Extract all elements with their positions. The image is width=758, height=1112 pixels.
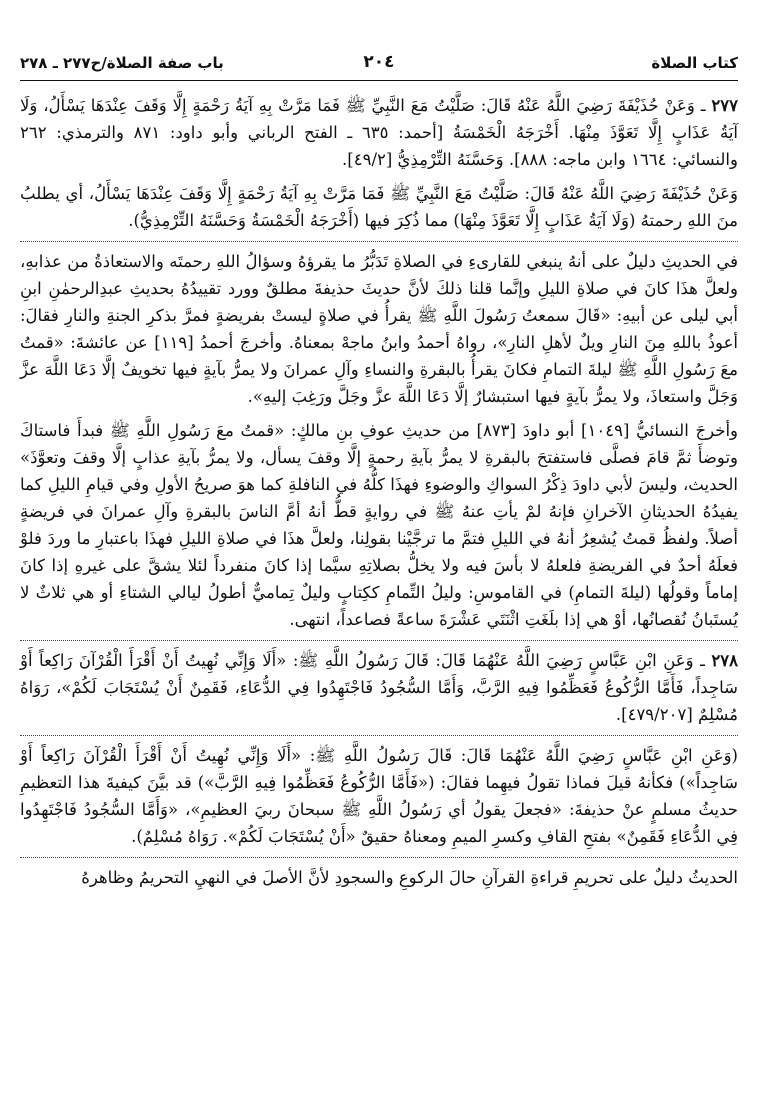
- divider: [20, 241, 738, 242]
- divider: [20, 640, 738, 641]
- hadith-277-text: ـ وَعَنْ حُذَيْفَةَ رَضِيَ اللَّهُ عَنْهُ قَالَ: صَلَّيْتُ مَعَ النَّبِيِّ ﷺ فَمَا مَرَّتْ بِهِ آيَةُ رَحْمَةٍ إِلَّا وَقَفَ عِنْدَهَا يَسْأَلُ، وَلَا آيَةُ عَذَابٍ إِلَّا تَعَوَّذَ مِنْهَا. أَخْرَجَهُ الْخَمْسَةُ [أحمد: ٦٣٥ ـ الفتح الرباني وأبو داود: ٨٧١ والترمذي: ٢٦٢ والنسائي: ١٦٦٤ وابن ماجه: ٨٨٨]. وَحَسَّنَهُ التِّرْمِذِيُّ [٤٩/٢].: [20, 96, 738, 169]
- sharh-278-intro: (وَعَنِ ابْنِ عَبَّاسٍ رَضِيَ اللَّهُ عَنْهُمَا قَالَ: قَالَ رَسُولُ اللَّهِ ﷺ: «أَلَا وَإِنِّي نُهِيتُ أَنْ أَقْرَأَ الْقُرْآنَ رَاكِعاً أَوْ سَاجِداً») فكأنهُ قيلَ فماذا تقولُ فيهِما فقالَ: («فَأَمَّا الرُّكُوعُ فَعَظِّمُوا فِيهِ الرَّبَّ») قد بيَّنَ كيفيةَ هذا التعظيمِ حديثُ مسلمٍ عنْ حذيفةَ: «فجعلَ يقولُ أي رَسُولُ اللَّهِ ﷺ سبحانَ ربيَ العظيمِ»، «وَأَمَّا السُّجُودُ فَاجْتَهِدُوا فِي الدُّعَاءِ فَقَمِنٌ» بفتحِ القافِ وكسرِ الميمِ ومعناهُ حقيقٌ «أَنْ يُسْتَجَابَ لَكُمْ». رَوَاهُ مُسْلِمٌ).: [20, 746, 738, 846]
- hadith-278: [20, 647, 738, 728]
- hadith-278-number: ٢٧٨: [711, 651, 738, 670]
- hadith-278-text: ـ وَعَنِ ابْنِ عَبَّاسٍ رَضِيَ اللَّهُ عَنْهُمَا قَالَ: قَالَ رَسُولُ اللَّهِ ﷺ: «أَلَا وَإِنِّي نُهِيتُ أَنْ أَقْرَأَ الْقُرْآنَ رَاكِعاً أَوْ سَاجِداً، فَأَمَّا الرُّكُوعُ فَعَظِّمُوا فِيهِ الرَّبَّ، وَأَمَّا السُّجُودُ فَاجْتَهِدُوا فِي الدُّعَاءِ، فَقَمِنٌ أَنْ يُسْتَجَابَ لَكُمْ»، رَوَاهُ مُسْلِمٌ [٤٧٩/٢٠٧].: [20, 651, 738, 724]
- hadith-277: [20, 92, 738, 173]
- hadith-277-number: ٢٧٧: [711, 96, 739, 115]
- page-header: [20, 46, 738, 81]
- sharh-277-intro: وَعَنْ حُذَيْفَةَ رَضِيَ اللَّهُ عَنْهُ قَالَ: صَلَّيْتُ مَعَ النَّبِيِّ ﷺ فَمَا مَرَّتْ بِهِ آيَةُ رَحْمَةٍ إِلَّا وَقَفَ عِنْدَهَا يَسْأَلُ، أي يطلبُ منَ اللهِ رحمتهُ (وَلَا آيَةُ عَذَابٍ إِلَّا تَعَوَّذَ مِنْهَا) مما ذُكِرَ فيها (أَخْرَجَهُ الْخَمْسَةُ وَحَسَّنَهُ التِّرْمِذِيُّ).: [20, 184, 738, 230]
- commentary-277-p1: في الحديثِ دليلٌ على أنهُ ينبغي للقارىءِ في الصلاةِ تَدَبُّرُ ما يقرؤهُ وسؤالُ اللهِ رحمتَه والاستعاذةُ من عذابهِ، ولعلَّ هذَا كانَ في صلاةِ الليلِ وإنَّما قلنا ذلكَ لأنَّ حديثَ حذيفةَ مطلقٌ وورد تقييدُهُ بحديثِ عبدِالرحمٰنِ ابنِ أبي ليلى عن أبيهِ: «قَالَ سمعتُ رَسُولَ اللَّهِ ﷺ يقرأُ في صلاةٍ ليستْ بفريضةٍ فمرَّ بذكرِ الجنةِ والنارِ فقالَ: أعوذُ باللهِ مِنَ النارِ ويلٌ لأهلِ النارِ»، رواهُ أحمدُ وابنُ ماجهْ بمعناهُ. وأخرجَ أحمدُ [١١٩] عن عائشةَ: «قمتُ معَ رَسُولِ اللَّهِ ﷺ ليلةَ التمامِ فكانَ يقرأُ بالبقرةِ والنساءِ وآلِ عمرانَ ولا يمرُّ بآيةٍ فيها تخويفٌ إلَّا دَعَا اللَّهَ عزَّ وَجَلَّ واستعاذَ، ولا يمرُّ بآيةٍ فيها استبشارٌ إلَّا دَعَا اللَّهَ عزَّ وجَلَّ ورَغِبَ إليهِ».: [20, 252, 738, 406]
- chapter-title: باب صفة الصلاة/ح٢٧٧ ـ ٢٧٨: [20, 54, 224, 72]
- book-title: كتاب الصلاة: [651, 54, 738, 72]
- divider: [20, 735, 738, 736]
- page-body: [20, 92, 738, 898]
- page-number: ٢٠٤: [363, 52, 395, 72]
- commentary-278-start: الحديثُ دليلٌ على تحريمِ قراءةِ القرآنِ حالَ الركوعِ والسجودِ لأنَّ الأصلَ في النهيِ التحريمُ وظاهرهُ: [81, 868, 738, 887]
- commentary-277-p2: وأخرجَ النسائيُّ [١٠٤٩] أبو داودَ [٨٧٣] من حديثِ عوفِ بنِ مالكٍ: «قمتُ معَ رَسُولِ اللَّهِ ﷺ فبدأَ فاستاكَ وتوضأَ ثمَّ قامَ فصلَّى فاستفتحَ بالبقرةِ لا يمرُّ بآيةِ رحمةٍ إلَّا وقفَ يسأل، ولا يمرُّ بآيةِ عذابٍ إلَّا وقفَ وتعوَّذَ» الحديث، وليسَ لأبي داودَ ذِكْرُ السواكِ والوضوءِ فهذَا كلُّهُ في النافلةِ كما هوَ صريحُ الأولِ وفي قيامِ الليلِ كما يفيدُهُ الحديثانِ الآخرانِ فإنهُ لمْ يأتِ عنهُ ﷺ في روايةٍ قطُّ أنهُ أمَّ الناسَ بالبقرةِ وآلِ عمرانَ في فريضةٍ أصلاً. ولفظُ قمتُ يُشعِرُ أنهُ في الليلِ فتمَّ ما ترجَّيْنا بقولِنا، ولعلَّ هذَا في صلاةِ الليلِ فهذَا باعتبارِ ما وردَ فلوْ فعلَهُ أحدٌ في الفريضةِ فلعلهُ لا بأسَ فيه ولا يخلُّ بصلاتِهِ سيَّما إذا كانَ منفرداً لئلا يشقَّ على غيرهِ إذا كانَ إماماً وقولُها (ليلةَ التمامِ) في القاموسِ: وليلُ التِّمامِ ككِتابٍ وليلٌ تِماميٌّ أطولُ ليالي الشتاءِ أو هي ثلاثٌ لا يُستَبانُ نُقصانُها، أوْ هي إذا بلَغَتِ اثْنَتَي عَشْرَةَ ساعةً فصاعداً، انتهى.: [20, 421, 738, 629]
- divider: [20, 857, 738, 858]
